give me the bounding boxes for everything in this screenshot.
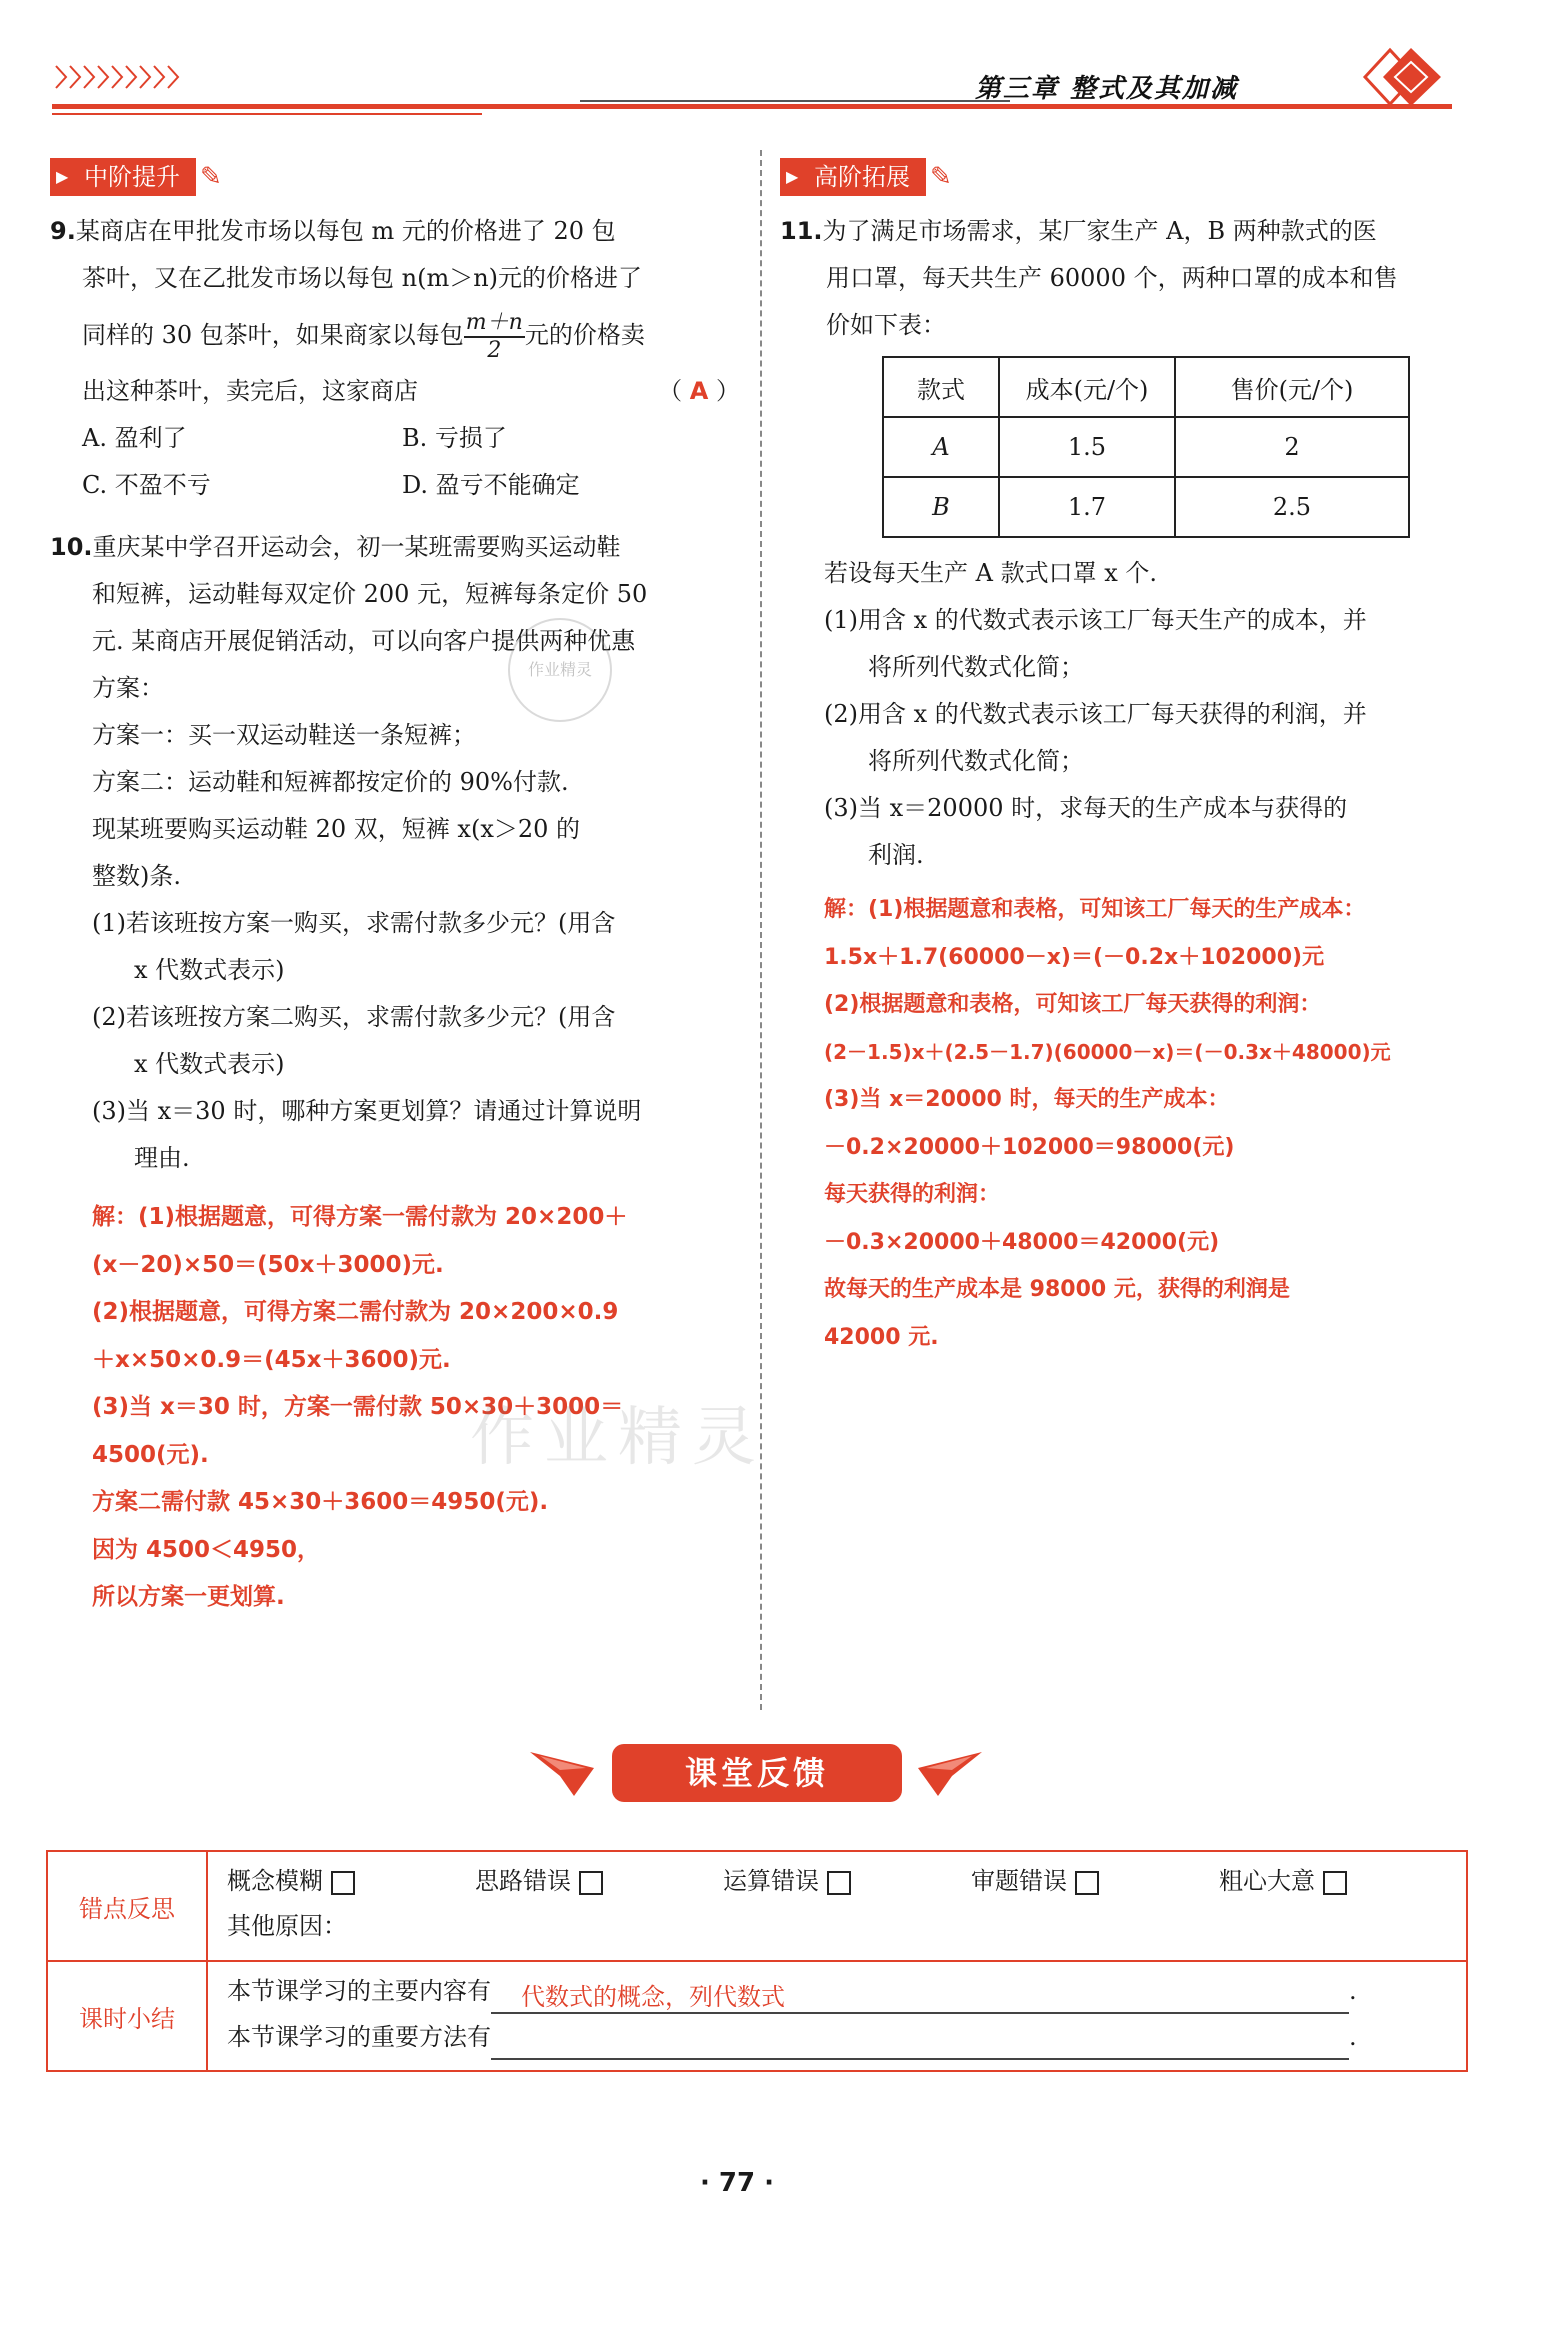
reason-item: [227, 1856, 475, 1906]
period: .: [1349, 2023, 1357, 2051]
bracket-close: ）: [716, 377, 740, 405]
table-header: 款式: [883, 357, 999, 417]
option-c: C. 不盈不亏: [82, 471, 211, 499]
question-text: 方案：: [92, 674, 164, 702]
table-cell: 2.5: [1175, 477, 1409, 537]
reason-label: 运算错误: [723, 1867, 819, 1895]
bracket-open: （: [658, 377, 683, 405]
row-label-lesson-summary: 课时小结: [47, 1961, 207, 2071]
section-tag-advanced: [780, 156, 952, 198]
fraction-numerator: m＋n: [464, 310, 525, 338]
reason-checkbox[interactable]: [1075, 1871, 1099, 1895]
reason-checkbox[interactable]: [1323, 1871, 1347, 1895]
pencil-icon: ✎: [930, 162, 952, 192]
period: .: [1349, 1977, 1357, 2005]
question-11: [780, 208, 1480, 349]
question-text: 为了满足市场需求，某厂家生产 A，B 两种款式的医: [822, 217, 1377, 245]
table-header: 成本(元/个): [999, 357, 1175, 417]
option-d: D. 盈亏不能确定: [402, 471, 580, 499]
question-11-parts: [824, 550, 1484, 879]
solution-line: －0.2×20000＋102000＝98000(元): [824, 1134, 1235, 1160]
feedback-table: [46, 1850, 1468, 2072]
fraction-denominator: 2: [487, 337, 502, 363]
question-text: 茶叶，又在乙批发市场以每包 n(m＞n)元的价格进了: [82, 264, 643, 292]
question-text: 出这种茶叶，卖完后，这家商店: [82, 377, 418, 405]
table-row: [883, 477, 1409, 537]
table-cell: A: [883, 417, 999, 477]
table-cell: 1.7: [999, 477, 1175, 537]
solution-line: (x－20)×50＝(50x＋3000)元.: [92, 1251, 444, 1278]
product-table: [882, 356, 1410, 538]
reason-label: 粗心大意: [1219, 1867, 1315, 1895]
reason-item: [723, 1856, 971, 1906]
options-row-2: [50, 462, 740, 509]
section-tag-label: ▶ 高阶拓展: [780, 158, 926, 196]
error-reflection-content: [207, 1851, 1467, 1961]
chapter-title: 第三章 整式及其加减: [975, 74, 1239, 104]
sub-question-1: (1)用含 x 的代数式表示该工厂每天生产的成本，并: [824, 606, 1367, 634]
header-chevron-decoration: [52, 62, 192, 92]
reason-item: [1219, 1856, 1347, 1906]
sub-question-3-cont: 利润.: [868, 841, 924, 869]
question-text: 和短裤，运动鞋每双定价 200 元，短裤每条定价 50: [92, 580, 648, 608]
question-text: 价如下表：: [826, 311, 946, 339]
question-10: [50, 524, 740, 1182]
question-text: 元. 某商店开展促销活动，可以向客户提供两种优惠: [92, 627, 636, 655]
question-9: [50, 208, 740, 509]
summary-line-2: [209, 2014, 1465, 2060]
stamp-watermark: 作业精灵: [508, 618, 612, 722]
summary-answer[interactable]: 代数式的概念，列代数式: [491, 1980, 1349, 2014]
plan-one: 方案一：买一双运动鞋送一条短裤；: [92, 721, 476, 749]
question-text: 整数)条.: [92, 862, 181, 890]
sub-question-1-cont: 将所列代数式化简；: [868, 653, 1084, 681]
fraction: [464, 310, 525, 364]
reason-label: 审题错误: [971, 1867, 1067, 1895]
solution-line: 42000 元.: [824, 1324, 939, 1350]
solution-line: 解：(1)根据题意和表格，可知该工厂每天的生产成本：: [824, 897, 1366, 922]
table-header: 售价(元/个): [1175, 357, 1409, 417]
summary-prefix: 本节课学习的主要内容有: [227, 1977, 491, 2005]
solution-line: (3)当 x＝20000 时，每天的生产成本：: [824, 1087, 1230, 1112]
sub-question-3: (3)当 x＝30 时，哪种方案更划算？请通过计算说明: [92, 1097, 642, 1125]
solution-line: 解：(1)根据题意，可得方案一需付款为 20×200＋: [92, 1204, 628, 1230]
reason-label: 思路错误: [475, 1867, 571, 1895]
solution-line: (2)根据题意和表格，可知该工厂每天获得的利润：: [824, 992, 1322, 1017]
question-text: 重庆某中学召开运动会，初一某班需要购买运动鞋: [92, 533, 621, 561]
question-text: 若设每天生产 A 款式口罩 x 个.: [824, 559, 1158, 587]
solution-line: (2－1.5)x＋(2.5－1.7)(60000－x)＝(－0.3x＋48000)元: [824, 1039, 1391, 1064]
sub-question-2: (2)用含 x 的代数式表示该工厂每天获得的利润，并: [824, 700, 1367, 728]
solution-line: 1.5x＋1.7(60000－x)＝(－0.2x＋102000)元: [824, 944, 1325, 970]
options-row-1: [50, 415, 740, 462]
table-cell: B: [883, 477, 999, 537]
section-tag-label: ▶ 中阶提升: [50, 158, 196, 196]
sub-question-1-cont: x 代数式表示): [134, 956, 285, 984]
row-label-error-reflection: 错点反思: [47, 1851, 207, 1961]
reason-checkbox[interactable]: [331, 1871, 355, 1895]
summary-line-1: [209, 1968, 1465, 2014]
sub-question-2-cont: 将所列代数式化简；: [868, 747, 1084, 775]
sub-question-1: (1)若该班按方案一购买，求需付款多少元？(用含: [92, 909, 616, 937]
sub-question-3-cont: 理由.: [134, 1144, 190, 1172]
header-rule-left: [52, 113, 482, 115]
question-text: 元的价格卖: [524, 321, 645, 349]
question-number: 10.: [50, 533, 93, 561]
plan-two: 方案二：运动鞋和短裤都按定价的 90%付款.: [92, 768, 569, 796]
sub-question-2: (2)若该班按方案二购买，求需付款多少元？(用含: [92, 1003, 616, 1031]
answer-choice: A: [689, 377, 709, 405]
question-number: 11.: [780, 217, 823, 245]
question-text-fraction-line: [50, 302, 740, 368]
option-a: A. 盈利了: [82, 424, 187, 452]
feedback-banner: 课堂反馈: [612, 1744, 902, 1802]
solution-line: ＋x×50×0.9＝(45x＋3600)元.: [92, 1346, 451, 1373]
table-cell: 2: [1175, 417, 1409, 477]
section-tag-intermediate: [50, 156, 222, 198]
solution-line: 因为 4500＜4950，: [92, 1536, 321, 1563]
header-rule-thin: [580, 100, 1010, 102]
summary-blank[interactable]: [491, 2024, 1349, 2060]
solution-line: (2)根据题意，可得方案二需付款为 20×200×0.9: [92, 1299, 619, 1325]
question-text: 某商店在甲批发市场以每包 m 元的价格进了 20 包: [75, 217, 616, 245]
option-b: B. 亏损了: [402, 424, 507, 452]
reasons-row: [209, 1856, 1465, 1906]
question-text: 用口罩，每天共生产 60000 个，两种口罩的成本和售: [826, 264, 1398, 292]
solution-line: 故每天的生产成本是 98000 元，获得的利润是: [824, 1277, 1290, 1302]
table-row: [883, 417, 1409, 477]
solution-line: 方案二需付款 45×30＋3600＝4950(元).: [92, 1489, 549, 1515]
reason-item: [971, 1856, 1219, 1906]
reason-item: [475, 1856, 723, 1906]
solution-line: 所以方案一更划算.: [92, 1584, 285, 1610]
question-stem-end: [50, 368, 740, 415]
answer-bracket: [658, 368, 740, 415]
solution-line: 4500(元).: [92, 1441, 209, 1468]
solution-q11: [824, 886, 1484, 1361]
banner-wing-left-icon: [530, 1748, 594, 1802]
summary-prefix: 本节课学习的重要方法有: [227, 2023, 491, 2051]
table-cell: 1.5: [999, 417, 1175, 477]
other-reason: 其他原因：: [227, 1912, 347, 1940]
lesson-summary-content: [207, 1961, 1467, 2071]
reason-label: 概念模糊: [227, 1867, 323, 1895]
watermark-text: 作业精灵: [470, 1401, 766, 1475]
sub-question-2-cont: x 代数式表示): [134, 1050, 285, 1078]
solution-line: －0.3×20000＋48000＝42000(元): [824, 1229, 1220, 1255]
page-number: · 77 ·: [700, 2168, 775, 2198]
question-number: 9.: [50, 217, 76, 245]
solution-line: (3)当 x＝30 时，方案一需付款 50×30＋3000＝: [92, 1394, 624, 1420]
solution-line: 每天获得的利润：: [824, 1182, 1001, 1207]
question-text: 现某班要购买运动鞋 20 双，短裤 x(x＞20 的: [92, 815, 581, 843]
header-diamond-icon: [1345, 42, 1455, 112]
pencil-icon: ✎: [200, 162, 222, 192]
header-rule: [52, 104, 1452, 109]
reason-checkbox[interactable]: [579, 1871, 603, 1895]
reason-checkbox[interactable]: [827, 1871, 851, 1895]
question-text: 同样的 30 包茶叶，如果商家以每包: [82, 321, 464, 349]
banner-wing-right-icon: [918, 1748, 982, 1802]
sub-question-3: (3)当 x＝20000 时，求每天的生产成本与获得的: [824, 794, 1348, 822]
